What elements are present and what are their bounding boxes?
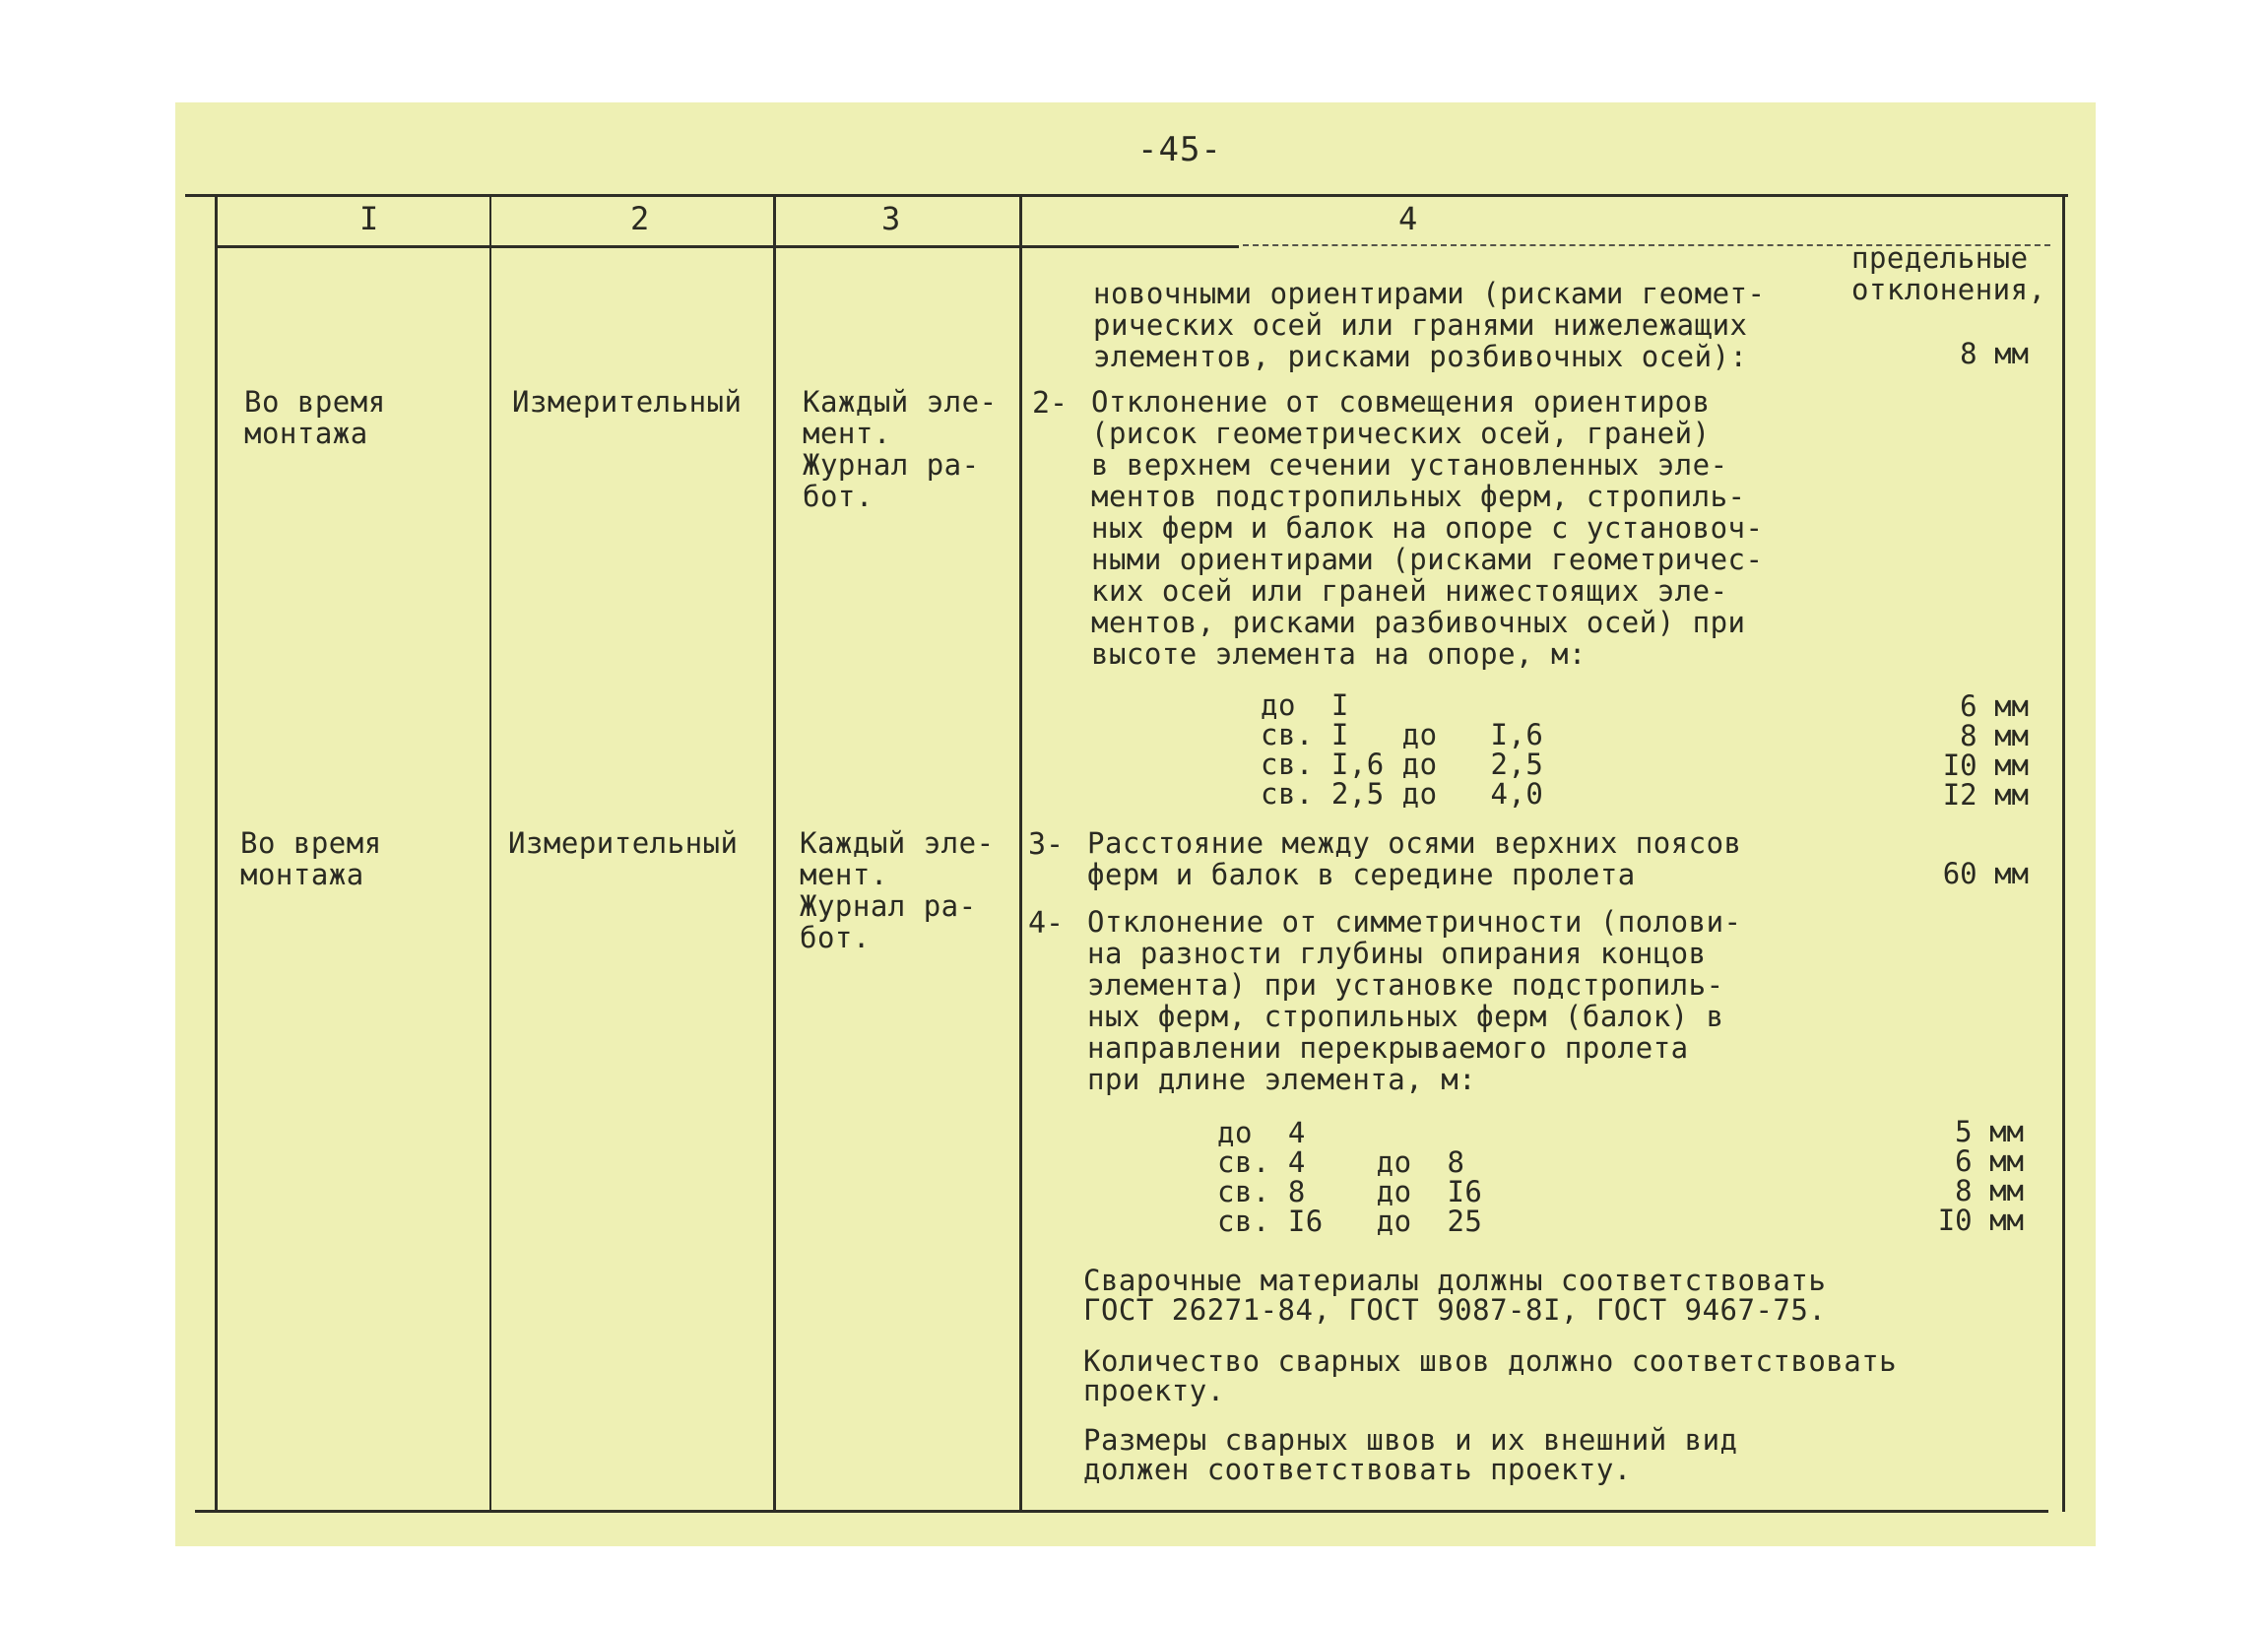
item2-line: ных ферм и балок на опоре с установоч- — [1091, 511, 1764, 545]
item2-range-value: 6 мм — [1960, 689, 2029, 723]
item2-line: в верхнем сечении установленных эле- — [1091, 448, 1728, 482]
item2-range: св. 2,5 до 4,0 — [1261, 777, 1544, 811]
column-divider-3 — [1019, 195, 1022, 1512]
column-divider-2 — [773, 195, 776, 1512]
limit-header — [1851, 241, 2046, 337]
row2-volume-line: бот. — [800, 921, 871, 954]
item3-line: Расстояние между осями верхних поясов — [1087, 826, 1742, 860]
column-divider-1 — [489, 195, 491, 1512]
item3-number: 3- — [1028, 827, 1065, 862]
row1-volume-line: Журнал ра- — [803, 448, 980, 482]
item2-line: (рисок геометрических осей, граней) — [1091, 417, 1711, 450]
note-line: должен соответствовать проекту. — [1083, 1453, 1632, 1486]
row1-volume-line: Каждый эле- — [803, 385, 998, 419]
item4-range-value: 8 мм — [1955, 1174, 2024, 1207]
note-line: ГОСТ 26271-84, ГОСТ 9087-8I, ГОСТ 9467-75. — [1083, 1293, 1827, 1327]
item4-line: направлении перекрываемого пролета — [1087, 1031, 1689, 1065]
column-header-3: 3 — [881, 200, 901, 237]
column-header-2: 2 — [630, 200, 650, 237]
note-line: Сварочные материалы должны соответствовать — [1083, 1264, 1827, 1297]
row1-volume-line: бот. — [803, 480, 874, 513]
item4-line: на разности глубины опирания концов — [1087, 937, 1707, 970]
item4-range: св. I6 до 25 — [1217, 1205, 1483, 1238]
row1-method: Измерительный — [512, 385, 743, 419]
continuation-line: новочными ориентирами (рисками геомет- — [1093, 277, 1766, 310]
table-top-border — [185, 194, 2068, 197]
table-bottom-border — [195, 1510, 2048, 1513]
item2-line: ких осей или граней нижестоящих эле- — [1091, 574, 1728, 608]
item4-line: элемента) при установке подстропиль- — [1087, 968, 1724, 1002]
table-right-border — [2062, 195, 2065, 1512]
page-number: -45- — [1137, 130, 1222, 169]
item4-range: до 4 — [1217, 1116, 1306, 1149]
item4-number: 4- — [1028, 906, 1065, 941]
item4-line: ных ферм, стропильных ферм (балок) в — [1087, 1000, 1724, 1033]
table-left-border — [215, 195, 218, 1512]
row2-volume-line: мент. — [800, 858, 888, 891]
continuation-value: 8 мм — [1960, 337, 2029, 370]
limit-header-line: предельные — [1851, 241, 2029, 275]
item4-range-value: I0 мм — [1937, 1204, 2024, 1237]
row1-stage-line: монтажа — [244, 417, 368, 450]
item2-line: Отклонение от совмещения ориентиров — [1091, 385, 1711, 419]
row2-volume-line: Журнал ра- — [800, 889, 977, 923]
limit-header-line: отклонения, — [1851, 273, 2046, 306]
note-line: Размеры сварных швов и их внешний вид — [1083, 1423, 1738, 1457]
note-line: проекту. — [1083, 1374, 1225, 1407]
item4-line: Отклонение от симметричности (полови- — [1087, 905, 1742, 939]
row1-stage-line: Во время — [244, 385, 386, 419]
item2-range-value: I0 мм — [1942, 749, 2029, 782]
item2-line: ментов подстропильных ферм, стропиль- — [1091, 480, 1746, 513]
item2-range: до I — [1261, 688, 1349, 722]
item2-range-value: I2 мм — [1942, 778, 2029, 812]
item3-line: ферм и балок в середине пролета — [1087, 858, 1636, 891]
item2-line: ментов, рисками разбивочных осей) при — [1091, 606, 1746, 639]
row2-volume-line: Каждый эле- — [800, 826, 995, 860]
continuation-line: элементов, рисками розбивочных осей): — [1093, 340, 1748, 373]
column-header-1: I — [359, 200, 379, 237]
row2-stage-line: Во время — [240, 826, 382, 860]
item2-range-value: 8 мм — [1960, 719, 2029, 752]
row2-stage-line: монтажа — [240, 858, 364, 891]
item2-line: ными ориентирами (рисками геометричес- — [1091, 543, 1764, 576]
column-header-4: 4 — [1398, 200, 1418, 237]
item4-line: при длине элемента, м: — [1087, 1063, 1477, 1096]
item2-range: св. I до I,6 — [1261, 718, 1544, 751]
note-line: Количество сварных швов должно соответствовать — [1083, 1344, 1898, 1378]
item2-range: св. I,6 до 2,5 — [1261, 748, 1544, 781]
row1-volume-line: мент. — [803, 417, 891, 450]
item4-range-value: 6 мм — [1955, 1144, 2024, 1178]
row2-method: Измерительный — [508, 826, 739, 860]
continuation-line: рических осей или гранями нижележащих — [1093, 308, 1748, 342]
item4-range: св. 8 до I6 — [1217, 1175, 1483, 1208]
header-bottom-border — [215, 245, 1239, 248]
item4-range: св. 4 до 8 — [1217, 1145, 1465, 1179]
item2-number: 2- — [1032, 386, 1069, 421]
item4-range-value: 5 мм — [1955, 1115, 2024, 1148]
item3-value: 60 мм — [1942, 857, 2029, 890]
item2-line: высоте элемента на опоре, м: — [1091, 637, 1587, 671]
